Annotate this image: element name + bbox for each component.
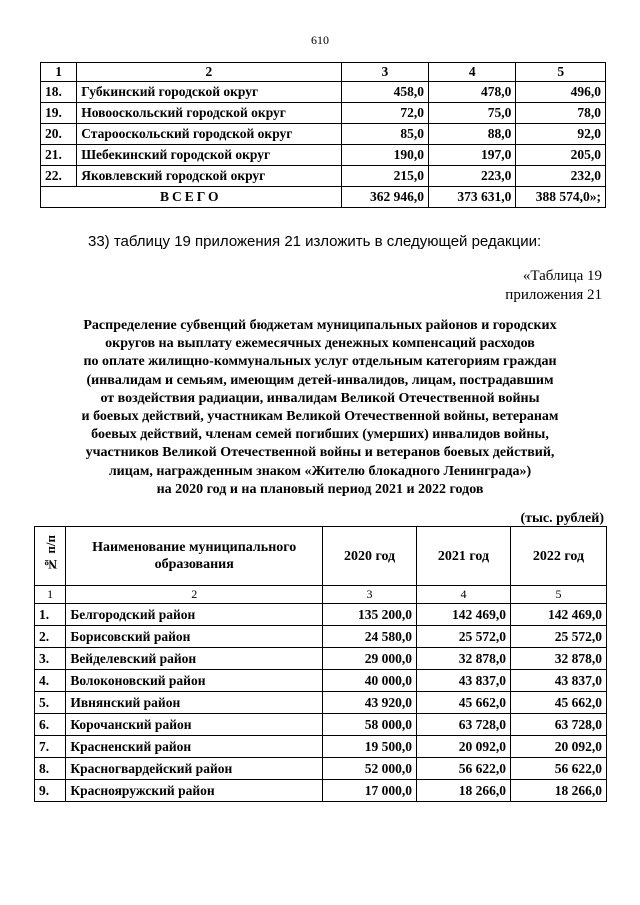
row-number: 2. [35,626,66,648]
municipality-name: Старооскольский городской округ [77,124,341,145]
value-2021: 18 266,0 [417,780,511,802]
value-2021: 20 092,0 [417,736,511,758]
table-caption-line2: приложения 21 [505,287,602,303]
value-cell: 88,0 [429,124,516,145]
row-number: 20. [41,124,77,145]
row-number: 9. [35,780,66,802]
value-cell: 78,0 [516,103,606,124]
value-2022: 63 728,0 [510,714,606,736]
column-index: 2 [66,586,323,604]
value-cell: 215,0 [341,166,428,187]
value-2021: 43 837,0 [417,670,511,692]
value-2020: 52 000,0 [323,758,417,780]
value-cell: 75,0 [429,103,516,124]
title-line: (инвалидам и семьям, имеющим детей-инвалидов, лицам, пострадавшим [86,372,554,388]
value-2022: 142 469,0 [510,604,606,626]
page-number: 610 [311,33,329,47]
value-cell: 478,0 [429,82,516,103]
table-row [41,145,606,166]
value-2020: 40 000,0 [323,670,417,692]
distribution-table [34,526,607,802]
value-cell: 190,0 [341,145,428,166]
row-number: 19. [41,103,77,124]
table-row [35,604,607,626]
value-2020: 19 500,0 [323,736,417,758]
value-2020: 135 200,0 [323,604,417,626]
total-value: 362 946,0 [341,187,428,208]
table-row [41,124,606,145]
title-line: на 2020 год и на плановый период 2021 и 2022 годов [156,481,484,497]
value-cell: 72,0 [341,103,428,124]
row-number: 1. [35,604,66,626]
row-number: 22. [41,166,77,187]
table-header-row [35,527,607,586]
header-2021: 2021 год [417,527,511,586]
header-num [35,527,66,586]
column-index: 1 [41,63,77,82]
value-cell: 85,0 [341,124,428,145]
municipality-name: Губкинский городской округ [77,82,341,103]
value-2020: 43 920,0 [323,692,417,714]
header-num-label: № п/п [42,535,58,572]
total-value: 388 574,0»; [516,187,606,208]
value-cell: 223,0 [429,166,516,187]
row-number: 3. [35,648,66,670]
value-2022: 20 092,0 [510,736,606,758]
table-caption-line1: «Таблица 19 [522,268,602,284]
table-row [35,692,607,714]
row-number: 18. [41,82,77,103]
total-value: 373 631,0 [429,187,516,208]
value-cell: 197,0 [429,145,516,166]
value-2021: 63 728,0 [417,714,511,736]
title-line: боевых действий, членам семей погибших (умерших) инвалидов войны, [91,427,549,443]
municipality-name: Вейделевский район [66,648,323,670]
table-header-row [41,63,606,82]
municipality-name: Яковлевский городской округ [77,166,341,187]
row-number: 5. [35,692,66,714]
table-row [35,714,607,736]
column-index: 5 [516,63,606,82]
title-line: от воздействия радиации, инвалидам Великой Отечественной войны [100,390,540,406]
row-number: 7. [35,736,66,758]
table-row [41,82,606,103]
title-line: по оплате жилищно-коммунальных услуг отдельным категориям граждан [83,354,557,370]
value-2022: 43 837,0 [510,670,606,692]
table-row [35,736,607,758]
table-row [35,780,607,802]
column-index: 4 [429,63,516,82]
municipality-name: Новооскольский городской округ [77,103,341,124]
value-2021: 25 572,0 [417,626,511,648]
value-2022: 25 572,0 [510,626,606,648]
header-2020: 2020 год [323,527,417,586]
value-cell: 92,0 [516,124,606,145]
value-2020: 29 000,0 [323,648,417,670]
header-2022: 2022 год [510,527,606,586]
municipality-name: Ивнянский район [66,692,323,714]
header-name: Наименование муниципального образования [66,527,323,586]
total-row [41,187,606,208]
value-2021: 32 878,0 [417,648,511,670]
value-2021: 56 622,0 [417,758,511,780]
municipality-name: Белгородский район [66,604,323,626]
column-index: 3 [323,586,417,604]
table-row [41,166,606,187]
value-2022: 45 662,0 [510,692,606,714]
value-2021: 45 662,0 [417,692,511,714]
table-title [30,317,610,499]
value-2020: 17 000,0 [323,780,417,802]
value-cell: 205,0 [516,145,606,166]
title-line: Распределение субвенций бюджетам муниципальных районов и городских [83,318,557,333]
table-row [41,103,606,124]
municipality-name: Краснояружский район [66,780,323,802]
table-row [35,648,607,670]
table-row [35,626,607,648]
title-line: округов на выплату ежемесячных денежных компенсаций расходов [105,336,535,352]
title-line: и боевых действий, участникам Великой Отечественной войны, ветеранам [81,409,559,425]
column-index: 3 [341,63,428,82]
index-row [35,586,607,604]
table-row [35,670,607,692]
amendment-instruction: 33) таблицу 19 приложения 21 изложить в следующей редакции: [88,233,542,250]
municipality-name: Волоконовский район [66,670,323,692]
value-2022: 56 622,0 [510,758,606,780]
value-2022: 18 266,0 [510,780,606,802]
title-line: лицам, награжденным знаком «Жителю блокадного Ленинграда») [108,463,532,479]
table-row [35,758,607,780]
row-number: 8. [35,758,66,780]
row-number: 4. [35,670,66,692]
units-label: (тыс. рублей) [520,511,604,526]
municipality-name: Борисовский район [66,626,323,648]
row-number: 21. [41,145,77,166]
column-index: 4 [417,586,511,604]
value-cell: 232,0 [516,166,606,187]
continuation-table [40,62,606,208]
value-2020: 24 580,0 [323,626,417,648]
value-2020: 58 000,0 [323,714,417,736]
value-cell: 458,0 [341,82,428,103]
column-index: 1 [35,586,66,604]
column-index: 2 [77,63,341,82]
municipality-name: Красненский район [66,736,323,758]
title-line: участников Великой Отечественной войны и ветеранов боевых действий, [85,445,555,461]
municipality-name: Шебекинский городской округ [77,145,341,166]
column-index: 5 [510,586,606,604]
value-2022: 32 878,0 [510,648,606,670]
value-2021: 142 469,0 [417,604,511,626]
row-number: 6. [35,714,66,736]
municipality-name: Красногвардейский район [66,758,323,780]
value-cell: 496,0 [516,82,606,103]
total-label: ВСЕГО [41,187,342,208]
municipality-name: Корочанский район [66,714,323,736]
